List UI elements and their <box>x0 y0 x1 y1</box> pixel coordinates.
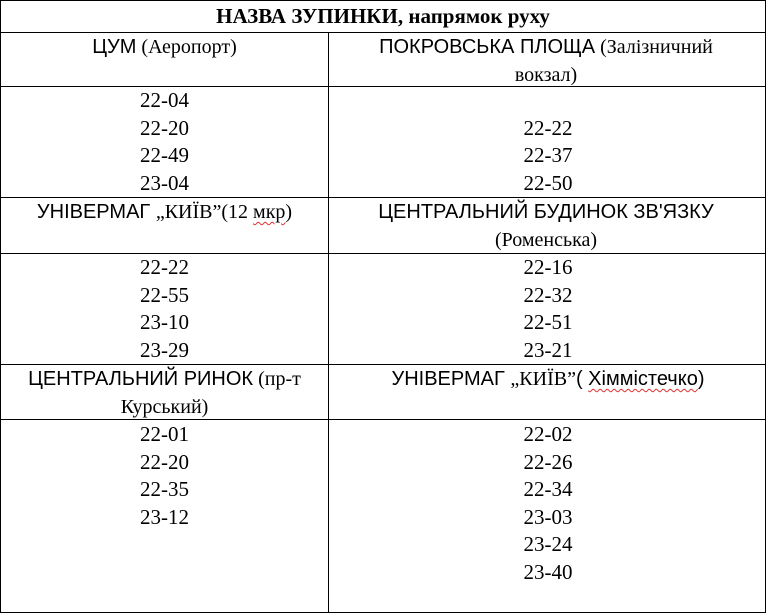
stop-header: УНІВЕРМАГ „КИЇВ”( Хіммістечко) <box>391 368 705 390</box>
time-value: 22-35 <box>140 477 189 502</box>
time-value: 22-55 <box>140 282 189 307</box>
time-value: 23-10 <box>140 310 189 335</box>
time-value: 22-04 <box>140 88 189 112</box>
time-value: 22-20 <box>140 449 189 474</box>
time-value: 22-02 <box>523 422 573 446</box>
time-value: 22-20 <box>140 115 189 140</box>
time-value: 23-24 <box>523 532 573 557</box>
time-value: 22-01 <box>140 422 189 446</box>
time-list <box>329 421 766 587</box>
time-list <box>329 254 766 364</box>
time-value: 22-50 <box>523 170 573 195</box>
stop-header: ЦЕНТРАЛЬНИЙ РИНОК (пр-т Курський) <box>28 368 301 418</box>
time-value: 22-49 <box>140 143 189 168</box>
time-value: 22-26 <box>523 449 573 474</box>
table-title: НАЗВА ЗУПИНКИ, напрямок руху <box>216 4 550 28</box>
time-value: 23-29 <box>140 337 189 362</box>
time-list <box>1 87 328 197</box>
time-value: 23-21 <box>523 337 573 362</box>
divider <box>1 419 765 420</box>
time-value: 23-04 <box>140 170 189 195</box>
time-value: 22-32 <box>523 282 573 307</box>
time-value: 22-51 <box>523 310 573 335</box>
time-list <box>329 87 766 197</box>
time-value: 22-37 <box>523 143 573 168</box>
time-value: 23-03 <box>523 504 573 529</box>
time-value: 22-16 <box>523 255 573 279</box>
time-list <box>1 254 328 364</box>
time-value <box>329 87 766 115</box>
stop-header: ПОКРОВСЬКА ПЛОЩА (Залізничний вокзал) <box>379 36 713 86</box>
time-value: 22-22 <box>140 255 189 279</box>
time-value: 23-12 <box>140 504 189 529</box>
time-value: 22-22 <box>523 115 573 140</box>
stop-header: ЦУМ (Аеропорт) <box>92 36 237 58</box>
time-value: 22-34 <box>523 477 573 502</box>
time-list <box>1 421 328 531</box>
time-value: 23-40 <box>523 559 573 584</box>
stop-header: УНІВЕРМАГ „КИЇВ”(12 мкр) <box>36 201 293 223</box>
stop-header: ЦЕНТРАЛЬНИЙ БУДИНОК ЗВ'ЯЗКУ (Роменська) <box>378 201 714 251</box>
